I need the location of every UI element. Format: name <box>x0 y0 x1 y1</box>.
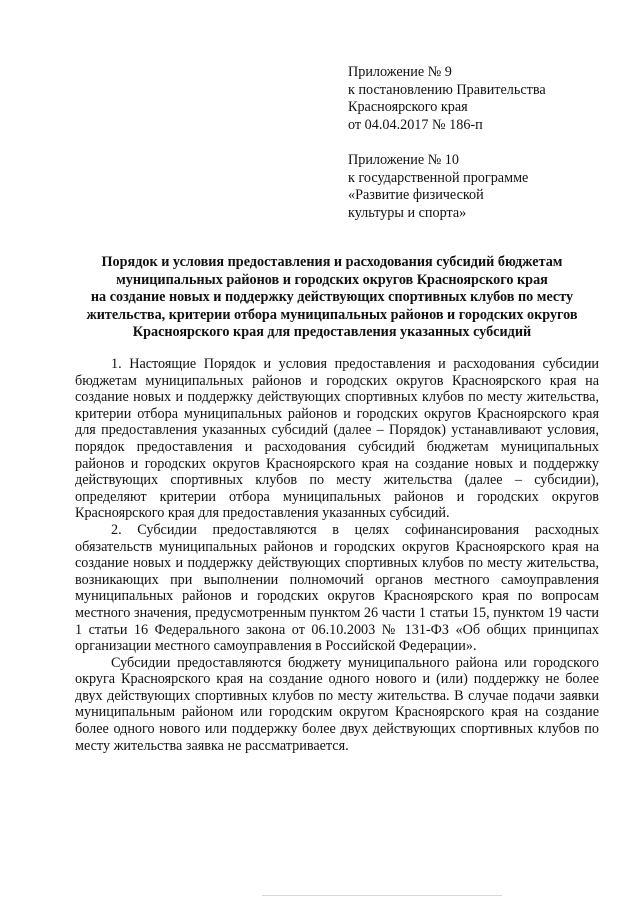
appendix-10-number: Приложение № 10 <box>348 152 459 168</box>
appendix-9-date: от 04.04.2017 № 186-п <box>348 116 483 133</box>
appendix-9-block <box>348 64 608 134</box>
body-paragraph-1: 1. Настоящие Порядок и условия предоставления и расходования субсидии бюджетам муниципальных районов и городских округов Красноярского края на создание новых и поддержку действующих спортивных клубов по месту жительства, критерии отбора муниципальных районов и городских округов Красноярского края для предоставления указанных субсидий (далее – Порядок) устанавливают условия, порядок предоставления и расходования субсидий бюджетам муниципальных районов и городских округов Красноярского края на создание новых и поддержку действующих спортивных клубов по месту жительства (далее – субсидии), определяют критерии отбора муниципальных районов и городских округов Красноярского края для предоставления указанных субсидий. <box>75 356 599 522</box>
title-line-5: Красноярского края для предоставления указанных субсидий <box>132 324 532 341</box>
scan-artifact-line <box>262 895 502 896</box>
title-line-3: на создание новых и поддержку действующих спортивных клубов по месту <box>90 289 574 306</box>
appendix-10-block <box>348 152 608 222</box>
body-paragraph-2: 2. Субсидии предоставляются в целях софинансирования расходных обязательств муниципальных районов и городских округов Красноярского края на создание новых и поддержку действующих спортивных клубов по месту жительства, возникающих при выполнении полномочий органов местного самоуправления муниципальных районов и городских округов Красноярского края по вопросам местного значения, предусмотренным пунктом 26 части 1 статьи 15, пунктом 19 части 1 статьи 16 Федерального закона от 06.10.2003 № 131-ФЗ «Об общих принципах организации местного самоуправления в Российской Федерации». <box>75 521 599 655</box>
appendix-10-program-name-1: «Развитие физической <box>348 187 484 204</box>
appendix-10-program: к государственной программе <box>348 169 529 186</box>
document-body <box>75 356 599 754</box>
body-paragraph-3: Субсидии предоставляются бюджету муниципального района или городского округа Красноярского края на создание одного нового и (или) поддержку не более двух действующих спортивных клубов по месту жительства. В случае подачи заявки муниципальным районом или городским округом Красноярского края на создание более одного нового или поддержку более двух действующих спортивных клубов по месту жительства заявка не рассматривается. <box>75 654 599 754</box>
appendix-9-number: Приложение № 9 <box>348 64 452 80</box>
appendix-9-region: Красноярского края <box>348 99 468 116</box>
title-line-4: жительства, критерии отбора муниципальных районов и городских округов <box>86 306 578 323</box>
title-line-2: муниципальных районов и городских округов Красноярского края <box>116 271 548 288</box>
appendix-10-program-name-2: культуры и спорта» <box>348 204 467 221</box>
appendix-9-resolution: к постановлению Правительства <box>348 81 546 98</box>
title-line-1: Порядок и условия предоставления и расходования субсидий бюджетам <box>101 254 563 270</box>
document-title <box>64 254 600 342</box>
